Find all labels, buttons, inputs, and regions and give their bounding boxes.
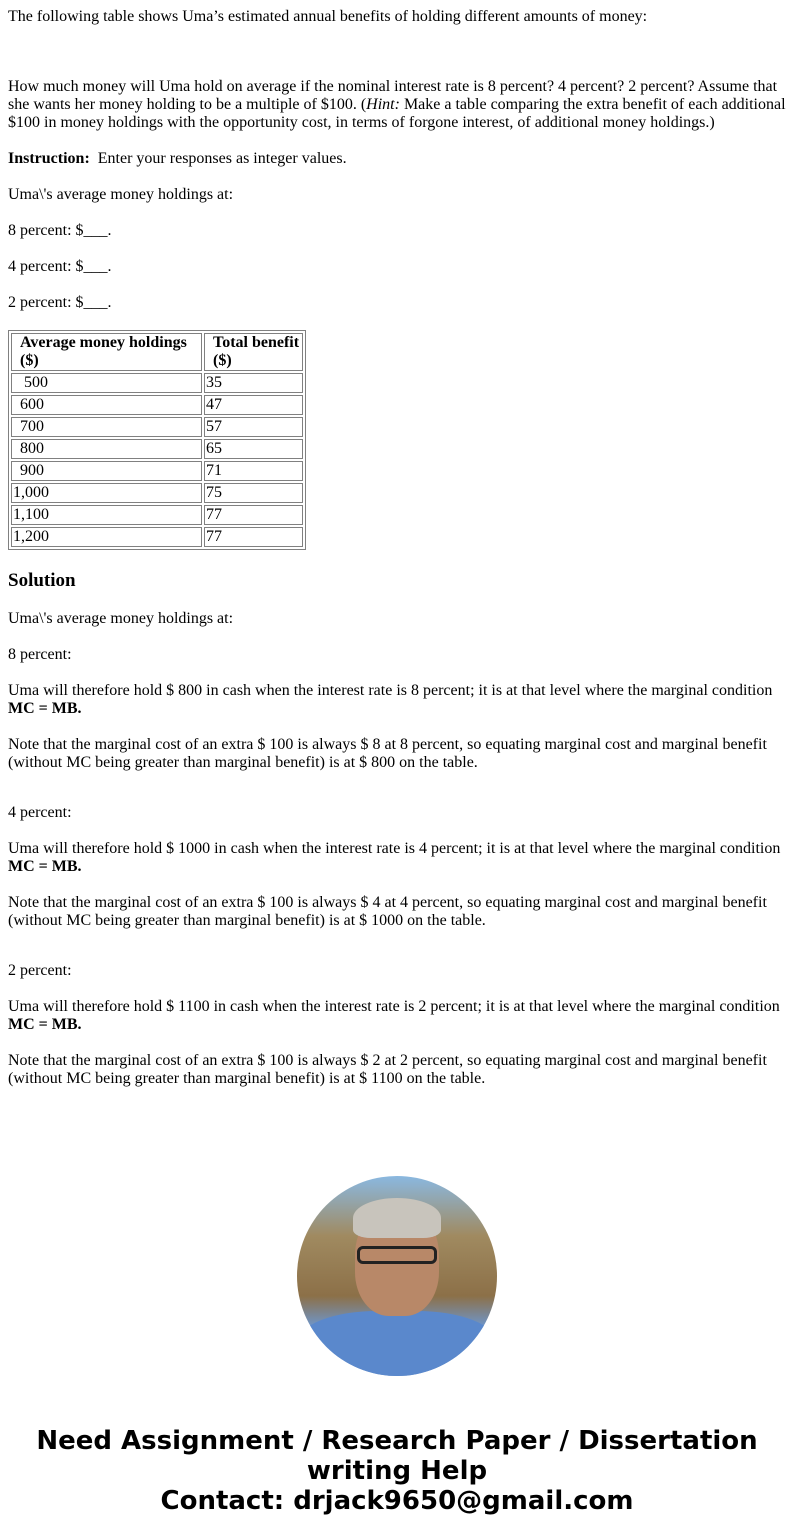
benefit-cell: 75	[204, 483, 303, 503]
answer-text: Uma will therefore hold $ 1000 in cash when the interest rate is 4 percent; it is at that level where the marginal condition	[8, 840, 781, 857]
table-row	[11, 527, 303, 547]
blank-4-percent: 4 percent: $___.	[8, 258, 112, 275]
hint-text: Make a table comparing the extra benefit of each additional $100 in money holdings with the opportunity cost, in terms of forgone interest, of additional money holdings.)	[8, 96, 786, 131]
condition-text: MC = MB.	[8, 1016, 82, 1033]
section-answer	[8, 840, 786, 876]
footer-contact: Contact: drjack9650@gmail.com	[160, 1486, 634, 1516]
section-note: Note that the marginal cost of an extra $ 100 is always $ 2 at 2 percent, so equating marginal cost and marginal benefit (without MC being greater than marginal benefit) is at $ 1100 on the table.	[8, 1052, 767, 1087]
header-benefit: Total benefit ($)	[204, 333, 303, 371]
section-note: Note that the marginal cost of an extra $ 100 is always $ 4 at 4 percent, so equating marginal cost and marginal benefit (without MC being greater than marginal benefit) is at $ 1000 on the table.	[8, 894, 767, 929]
solution-title: Solution	[8, 570, 76, 591]
holdings-cell: 1,000	[11, 483, 202, 503]
benefit-cell: 47	[204, 395, 303, 415]
benefit-cell: 35	[204, 373, 303, 393]
condition-text: MC = MB.	[8, 858, 82, 875]
table-row	[11, 373, 303, 393]
table-row	[11, 483, 303, 503]
footer-banner	[8, 1426, 786, 1516]
footer-help-text: Need Assignment / Research Paper / Dissertation writing Help	[36, 1426, 758, 1486]
instruction-label: Instruction:	[8, 150, 90, 167]
solution-section	[8, 646, 786, 772]
section-answer	[8, 682, 786, 718]
solution-section	[8, 962, 786, 1088]
hint-label: Hint:	[366, 96, 400, 113]
instruction	[8, 150, 786, 168]
table-row	[11, 439, 303, 459]
benefit-cell: 65	[204, 439, 303, 459]
holdings-cell: 1,100	[11, 505, 202, 525]
answer-text: Uma will therefore hold $ 800 in cash when the interest rate is 8 percent; it is at that level where the marginal condition	[8, 682, 773, 699]
section-answer	[8, 998, 786, 1034]
holdings-cell: 500	[11, 373, 202, 393]
section-label: 4 percent:	[8, 804, 72, 821]
table-row	[11, 417, 303, 437]
benefit-cell: 57	[204, 417, 303, 437]
holdings-cell: 900	[11, 461, 202, 481]
holdings-heading: Uma\'s average money holdings at:	[8, 186, 234, 203]
condition-text: MC = MB.	[8, 700, 82, 717]
table-row	[11, 395, 303, 415]
holdings-cell: 800	[11, 439, 202, 459]
section-label: 8 percent:	[8, 646, 72, 663]
prompt-text: How much money will Uma hold on average if the nominal interest rate is 8 percent? 4 percent? 2 percent? Assume that she wants her money holding to be a multiple of $100. (	[8, 78, 778, 113]
section-note: Note that the marginal cost of an extra $ 100 is always $ 8 at 8 percent, so equating marginal cost and marginal benefit (without MC being greater than marginal benefit) is at $ 800 on the table.	[8, 736, 767, 771]
intro-text: The following table shows Uma’s estimated annual benefits of holding different amounts of money:	[8, 8, 648, 25]
question-prompt	[8, 78, 786, 132]
solution-section	[8, 804, 786, 930]
holdings-cell: 600	[11, 395, 202, 415]
holdings-cell: 1,200	[11, 527, 202, 547]
holdings-cell: 700	[11, 417, 202, 437]
answer-text: Uma will therefore hold $ 1100 in cash when the interest rate is 2 percent; it is at that level where the marginal condition	[8, 998, 780, 1015]
benefit-cell: 77	[204, 527, 303, 547]
blank-8-percent: 8 percent: $___.	[8, 222, 112, 239]
author-photo	[297, 1176, 497, 1376]
solution-heading: Uma\'s average money holdings at:	[8, 610, 234, 627]
section-label: 2 percent:	[8, 962, 72, 979]
blank-2-percent: 2 percent: $___.	[8, 294, 112, 311]
benefit-cell: 77	[204, 505, 303, 525]
header-holdings: Average money holdings ($)	[11, 333, 202, 371]
table-row	[11, 505, 303, 525]
table-row	[11, 461, 303, 481]
instruction-text: Enter your responses as integer values.	[89, 150, 347, 167]
benefits-table	[8, 330, 306, 550]
benefit-cell: 71	[204, 461, 303, 481]
